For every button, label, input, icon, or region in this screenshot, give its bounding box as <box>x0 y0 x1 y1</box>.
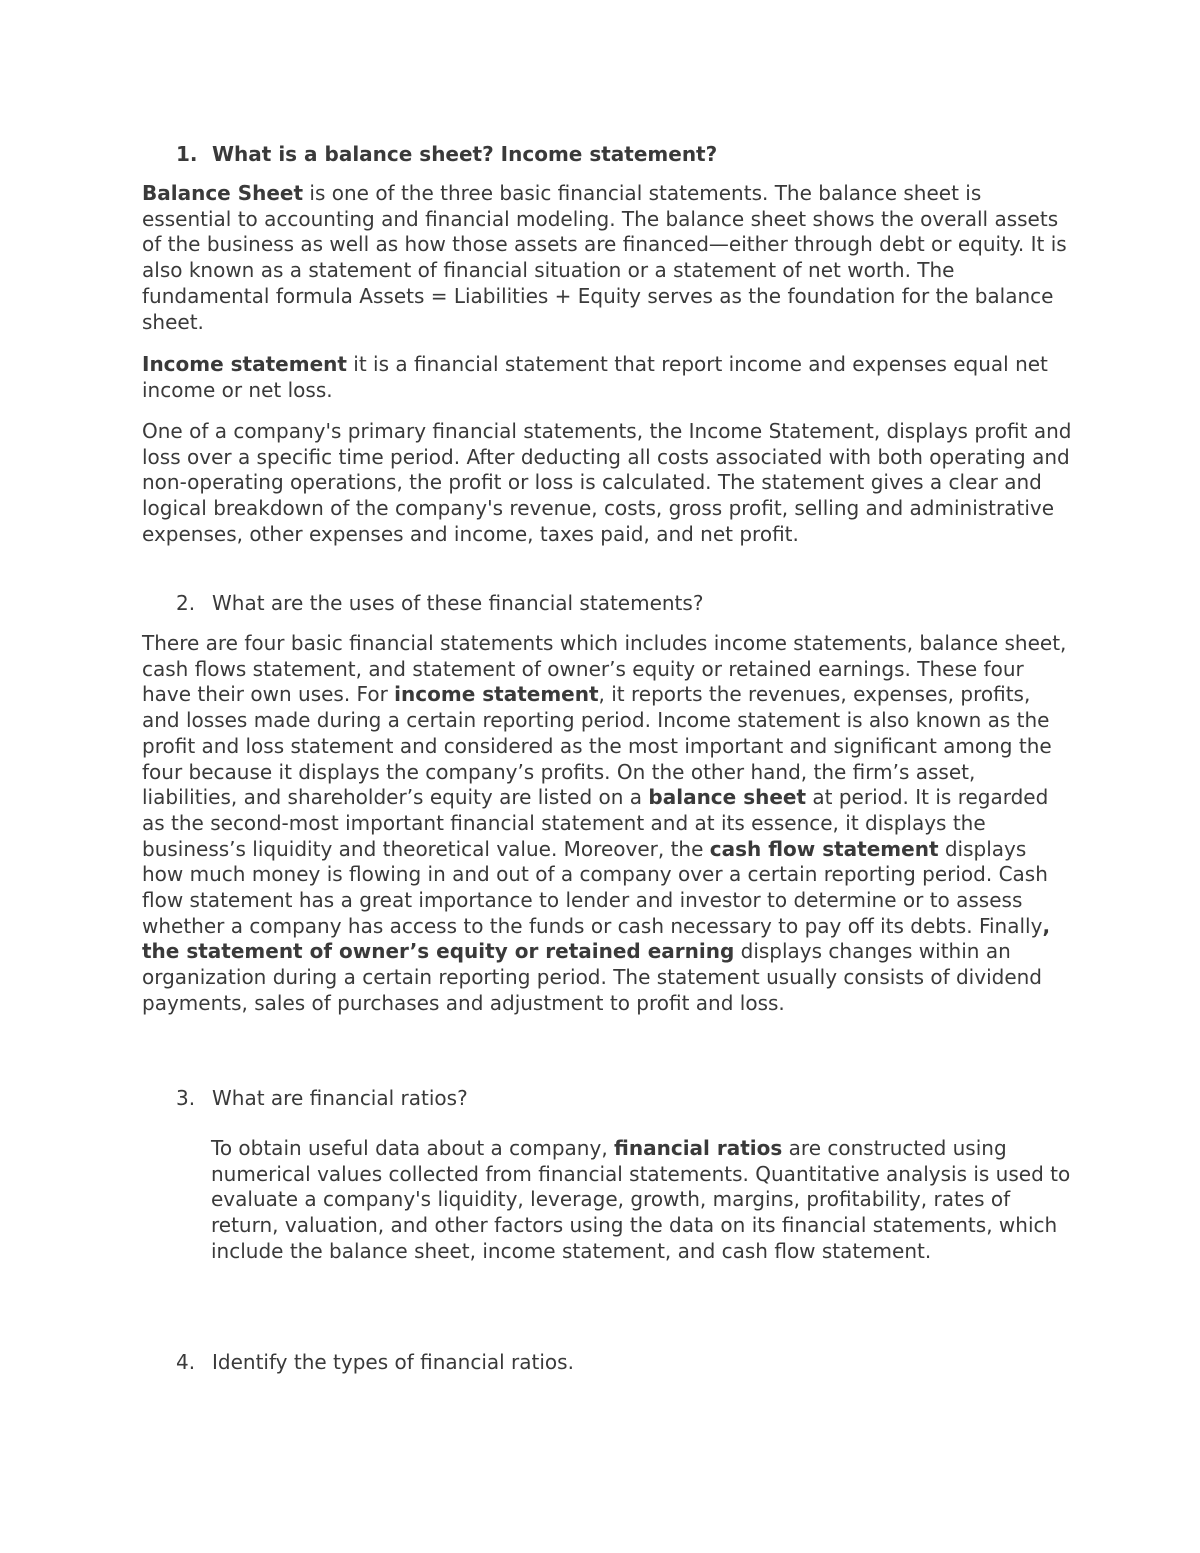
question-3 <box>176 1085 468 1111</box>
answer-1-paragraph-2-text: it is a financial statement that report income and expenses equal net income or net loss. <box>142 352 1048 402</box>
question-4 <box>176 1349 574 1375</box>
answer-3-text-1: To obtain useful data about a company, <box>211 1136 615 1160</box>
answer-2-text-1: There are four basic financial statements which includes income statements, balance sheet, cash flows statement, and statement of owner’s equity or retained earnings. These four have their own uses. For <box>142 631 1067 707</box>
question-2-text: What are the uses of these financial statements? <box>212 591 704 615</box>
question-1-text: What is a balance sheet? Income statement? <box>212 142 718 166</box>
question-4-text: Identify the types of financial ratios. <box>212 1350 574 1374</box>
answer-2-paragraph <box>142 631 1072 1017</box>
answer-1-paragraph-3: One of a company's primary financial statements, the Income Statement, displays profit and loss over a specific time period. After deducting all costs associated with both operating and non-operating operations, the profit or loss is calculated. The statement gives a clear and logical breakdown of the company's revenue, costs, gross profit, selling and administrative expenses, other expenses and income, taxes paid, and net profit. <box>142 419 1072 546</box>
answer-3-text-2: are constructed using numerical values collected from financial statements. Quantitative analysis is used to evaluate a company's liquidity, leverage, growth, margins, profitability, rates of return, valuation, and other factors using the data on its financial statements, which include the balance sheet, income statement, and cash flow statement. <box>211 1136 1071 1263</box>
term-income-statement: Income statement <box>142 352 347 376</box>
question-3-text: What are financial ratios? <box>212 1086 468 1110</box>
question-2-number: 2. <box>176 591 196 615</box>
answer-2-text-3: at period. It is regarded as the second-most important financial statement and at its essence, it displays the business’s liquidity and theoretical value. Moreover, the <box>142 785 1049 861</box>
term-income-statement-2: income statement <box>394 682 599 707</box>
answer-1-paragraph-1 <box>142 181 1072 335</box>
answer-2-text-4: displays how much money is flowing in and out of a company over a certain reporting period. Cash flow statement has a great importance to lender and investor to determine or to assess whether a company has access to the funds or cash necessary to pay off its debts. Finally <box>142 836 1048 938</box>
answer-2-text-2: , it reports the revenues, expenses, profits, and losses made during a certain reporting period. Income statement is also known as the profit and loss statement and considered as the most important and significant among the four because it displays the company’s profits. On the other hand, the firm’s asset, liabilities, and shareholder’s equity are listed on a <box>142 682 1052 810</box>
term-balance-sheet: Balance Sheet <box>142 181 304 205</box>
question-2 <box>176 590 703 616</box>
answer-3-paragraph <box>211 1136 1071 1265</box>
question-1 <box>176 141 717 167</box>
question-3-number: 3. <box>176 1086 196 1110</box>
question-1-number: 1. <box>176 142 198 166</box>
term-balance-sheet-2: balance sheet <box>648 785 807 810</box>
answer-2-text-5: displays changes within an organization during a certain reporting period. The statement usually consists of dividend payments, sales of purchases and adjustment to profit and loss. <box>142 939 1042 1015</box>
question-4-number: 4. <box>176 1350 196 1374</box>
term-owners-equity: , the statement of owner’s equity or retained earning <box>142 913 1051 964</box>
term-cash-flow-statement: cash flow statement <box>709 836 939 861</box>
term-financial-ratios: financial ratios <box>614 1136 783 1160</box>
answer-1-paragraph-1-text: is one of the three basic financial statements. The balance sheet is essential to accounting and financial modeling. The balance sheet shows the overall assets of the business as well as how those assets are financed—either through debt or equity. It is also known as a statement of financial situation or a statement of net worth. The fundamental formula Assets = Liabilities + Equity serves as the foundation for the balance sheet. <box>142 181 1067 334</box>
answer-1-paragraph-2 <box>142 352 1072 403</box>
